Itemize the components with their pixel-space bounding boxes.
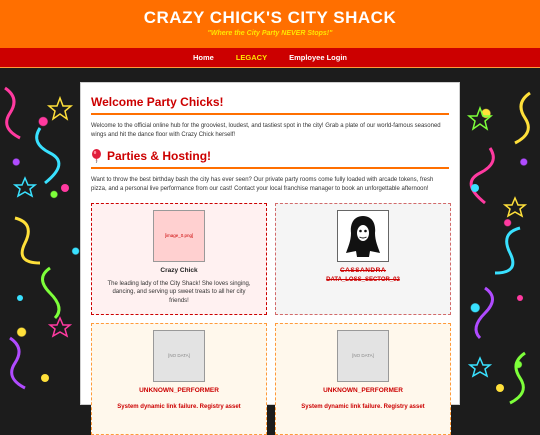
content-panel [80,82,460,410]
performer-name: Crazy Chick [160,266,198,274]
nav-home[interactable]: Home [192,52,214,62]
main-nav [0,48,540,68]
performer-name: UNKNOWN_PERFORMER [323,386,403,394]
welcome-heading: Welcome Party Chicks! [91,95,449,115]
performer-desc: The leading lady of the City Shack! She loves singing, dancing, and serving up sweet treats to all her city friends! [107,280,251,304]
performer-name-corrupted: CASSANDRA [339,266,387,274]
performer-card-unknown-2[interactable] [275,323,451,435]
parties-heading [91,149,449,169]
site-title: CRAZY CHICK'S CITY SHACK [143,8,397,27]
confetti-left [0,68,80,405]
silhouette-icon [337,210,389,262]
parties-heading-text: Parties & Hosting! [107,149,212,164]
performer-name: UNKNOWN_PERFORMER [139,386,219,394]
performer-photo-missing: [NO DATA] [337,330,389,382]
performer-photo-missing: [NO DATA] [153,330,205,382]
nav-employee-login[interactable]: Employee Login [289,52,348,62]
welcome-text: Welcome to the official online hub for the grooviest, loudest, and tastiest spot in the city! Grab a plate of our world-famous seasoned wings and hit the dance floor with Crazy Chick herself! [91,123,441,138]
balloon-icon [91,149,102,163]
nav-legacy[interactable]: LEGACY [235,52,268,62]
parties-text: Want to throw the best birthday bash the city has ever seen? Our private party rooms come fully loaded with arcade tokens, fresh pizza, and a personal live performance from our cast! Contact your local franchise manager to book an unforgettable afternoon! [91,177,434,193]
performer-grid [91,203,449,435]
performer-error-text: System dynamic link failure. Registry asset [117,403,241,410]
performer-data-loss-label: DATA_LOSS_SECTOR_02 [326,276,400,283]
performer-photo: [image_0.png] [153,210,205,262]
performer-card-unknown-1[interactable] [91,323,267,435]
site-tagline: "Where the City Party NEVER Stops!" [207,30,333,37]
performer-card-crazy-chick[interactable] [91,203,267,315]
confetti-right [460,68,540,405]
performer-card-cassandra[interactable] [275,203,451,315]
site-header [0,0,540,48]
performer-error-text: System dynamic link failure. Registry asset [301,403,425,410]
